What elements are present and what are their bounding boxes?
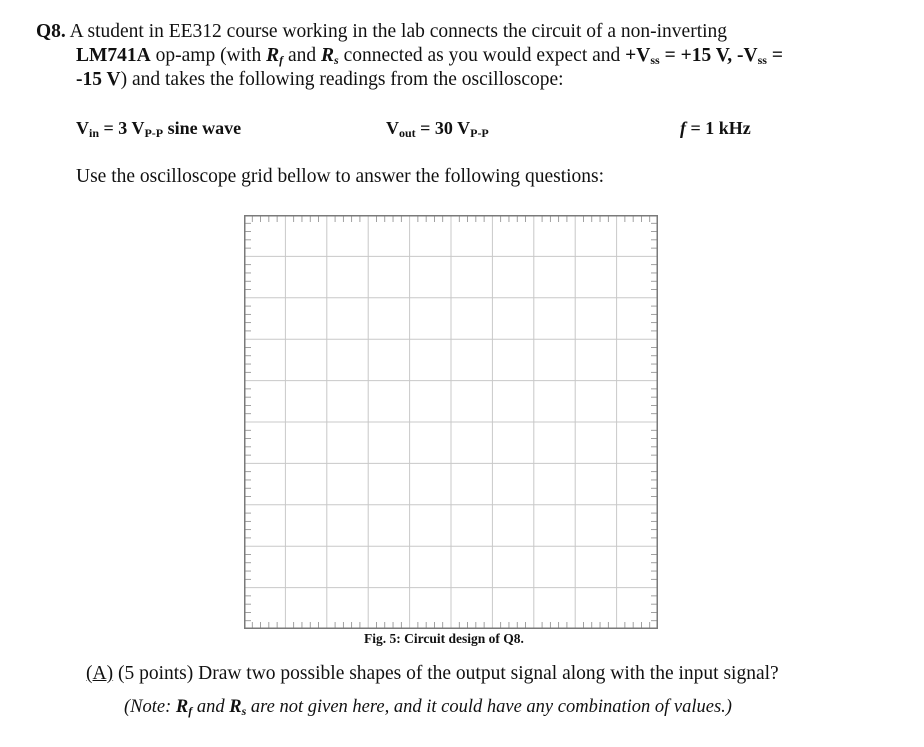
part-a-question: (A) (5 points) Draw two possible shapes of the output signal along with the input signal? <box>86 663 779 684</box>
oscilloscope-grid-svg <box>244 215 658 629</box>
question-line-1: Q8. A student in EE312 course working in the lab connects the circuit of a non-inverting <box>36 21 728 42</box>
figure-caption: Fig. 5: Circuit design of Q8. <box>364 631 524 646</box>
part-a-note: (Note: $R_f$ and $R_s$ are not given here, and it could have any combination of values.) <box>124 697 732 718</box>
frequency-reading: f = 1 kHz <box>680 118 751 138</box>
question-line-3: -15 V) and takes the following readings from the oscilloscope: <box>76 69 564 90</box>
vout-reading: $V_{out} = 30$ $V_{P-P}$ <box>386 118 489 140</box>
opamp-model: LM741A <box>76 45 151 66</box>
part-a-label: (A) <box>86 663 114 684</box>
question-number: Q8 <box>36 21 61 42</box>
instruction-text: Use the oscilloscope grid bellow to answer the following questions: <box>76 166 605 187</box>
oscilloscope-grid <box>244 215 658 629</box>
question-line-2: LM741A op-amp (with $R_f$ and $R_s$ connected as you would expect and $+V_{ss} = +15$ V, $-V_{ss}$ = <box>76 45 783 67</box>
vin-reading: $V_{in} = 3$ $V_{P-P}$ sine wave <box>76 118 242 140</box>
question-paragraph <box>36 20 884 92</box>
oscilloscope-readings <box>0 118 924 146</box>
